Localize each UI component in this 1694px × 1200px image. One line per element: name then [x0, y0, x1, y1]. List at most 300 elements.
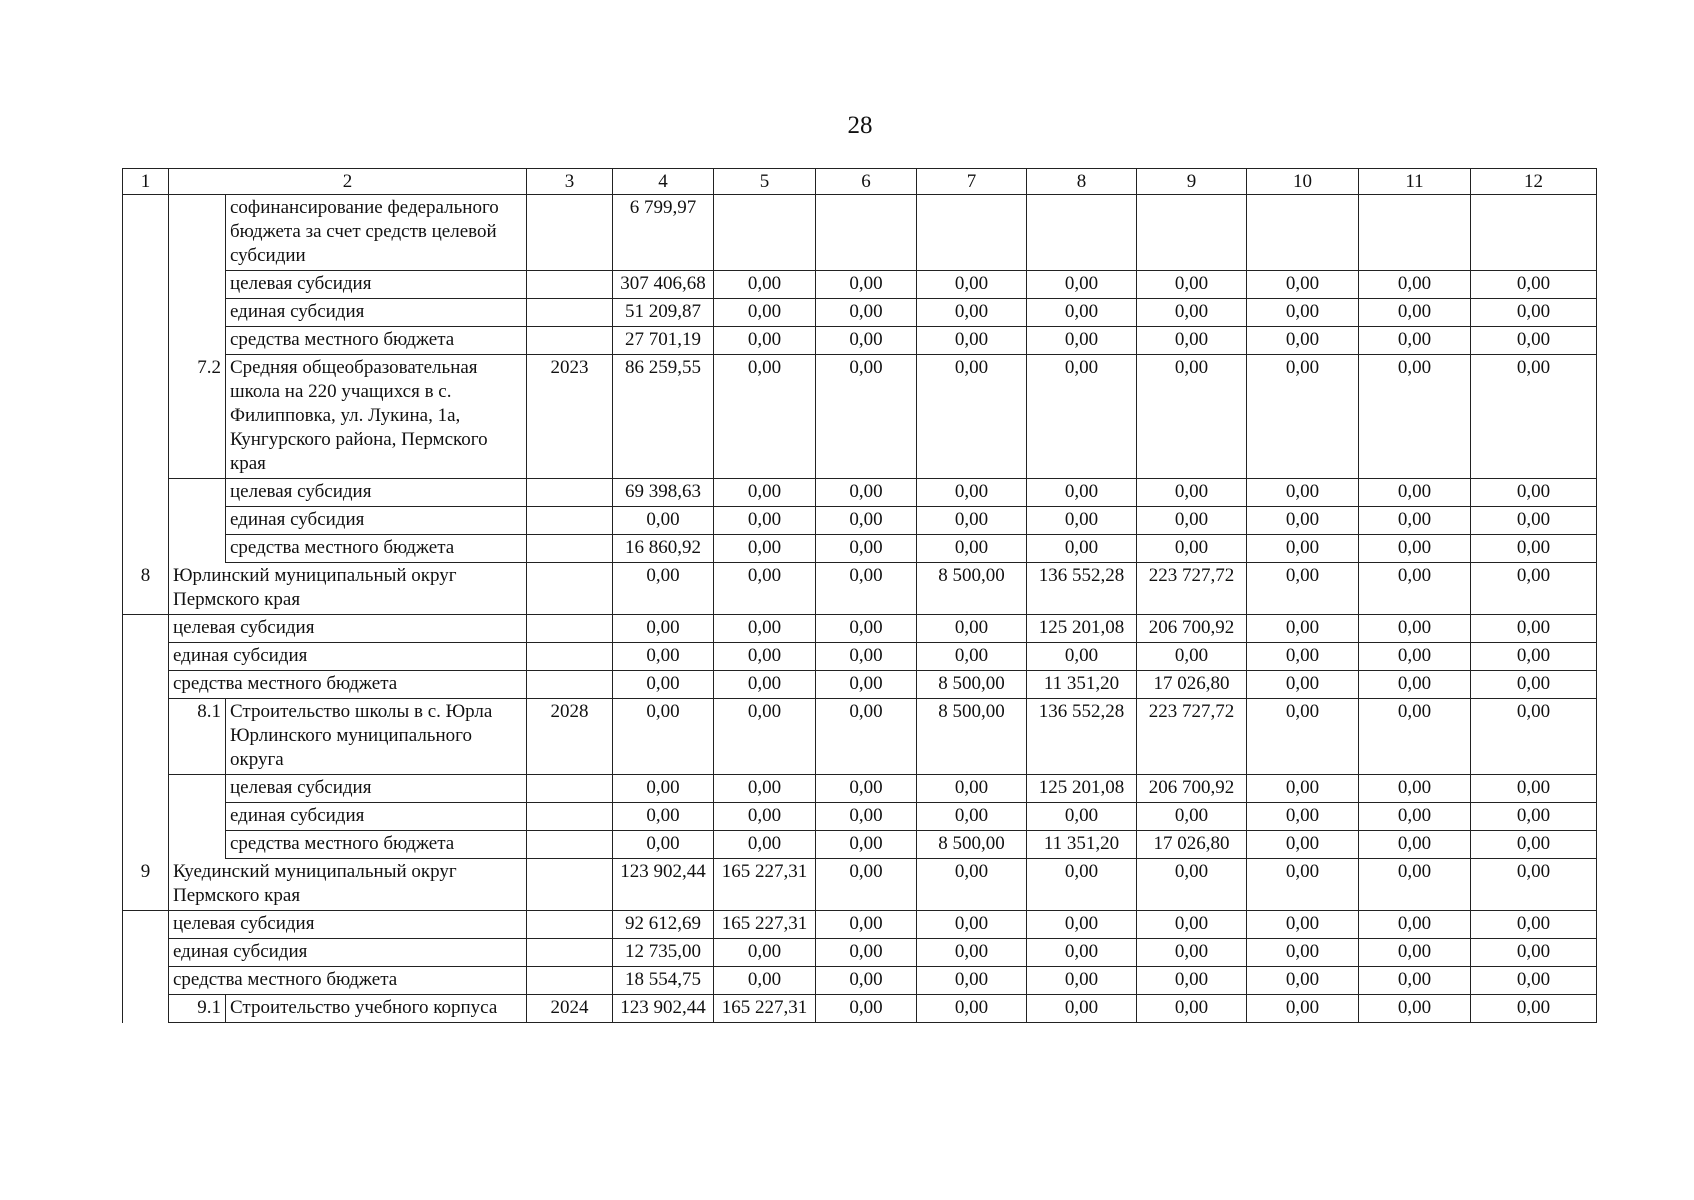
row-label: целевая субсидия	[226, 775, 527, 803]
year-cell	[527, 327, 613, 355]
value-cell-col-10: 0,00	[1247, 535, 1359, 563]
value-cell-col-9: 223 727,72	[1137, 563, 1247, 615]
value-cell-col-11: 0,00	[1359, 775, 1471, 803]
value-cell-col-9: 0,00	[1137, 327, 1247, 355]
value-cell-col-6: 0,00	[816, 615, 917, 643]
value-cell-col-6: 0,00	[816, 995, 917, 1023]
value-cell-col-6: 0,00	[816, 967, 917, 995]
value-cell-col-9: 0,00	[1137, 939, 1247, 967]
value-cell-col-12: 0,00	[1471, 911, 1597, 939]
value-cell-col-5: 0,00	[714, 775, 816, 803]
row-label: единая субсидия	[226, 803, 527, 831]
value-cell-col-9: 0,00	[1137, 271, 1247, 299]
value-cell-col-7: 0,00	[917, 911, 1027, 939]
table-row	[123, 615, 1597, 643]
value-cell-col-6: 0,00	[816, 355, 917, 479]
table-row	[123, 911, 1597, 939]
value-cell-col-7: 0,00	[917, 775, 1027, 803]
value-cell-col-5	[714, 195, 816, 271]
value-cell-col-10: 0,00	[1247, 775, 1359, 803]
value-cell-col-4: 69 398,63	[613, 479, 714, 507]
row-number-cell	[123, 643, 169, 671]
row-label: Строительство школы в с. Юрла Юрлинского муниципального округа	[226, 699, 527, 775]
value-cell-col-12: 0,00	[1471, 535, 1597, 563]
row-label: средства местного бюджета	[226, 831, 527, 859]
year-cell	[527, 479, 613, 507]
value-cell-col-10: 0,00	[1247, 995, 1359, 1023]
value-cell-col-4: 123 902,44	[613, 859, 714, 911]
value-cell-col-12: 0,00	[1471, 995, 1597, 1023]
page-number: 28	[847, 112, 873, 139]
value-cell-col-9: 0,00	[1137, 299, 1247, 327]
table-row	[123, 535, 1597, 563]
sub-number-cell: 9.1	[169, 995, 226, 1023]
value-cell-col-9: 0,00	[1137, 479, 1247, 507]
value-cell-col-7: 0,00	[917, 271, 1027, 299]
row-number-cell	[123, 271, 169, 299]
year-cell	[527, 911, 613, 939]
value-cell-col-5: 0,00	[714, 967, 816, 995]
value-cell-col-4: 0,00	[613, 671, 714, 699]
value-cell-col-4: 0,00	[613, 507, 714, 535]
value-cell-col-11: 0,00	[1359, 939, 1471, 967]
row-number-cell	[123, 699, 169, 775]
sub-number-cell	[169, 479, 226, 507]
table-row	[123, 859, 1597, 911]
year-cell	[527, 643, 613, 671]
value-cell-col-7: 0,00	[917, 803, 1027, 831]
value-cell-col-4: 16 860,92	[613, 535, 714, 563]
value-cell-col-9: 0,00	[1137, 355, 1247, 479]
value-cell-col-9: 0,00	[1137, 859, 1247, 911]
value-cell-col-7: 8 500,00	[917, 699, 1027, 775]
value-cell-col-7: 0,00	[917, 939, 1027, 967]
value-cell-col-9: 223 727,72	[1137, 699, 1247, 775]
row-label: единая субсидия	[169, 643, 527, 671]
value-cell-col-7: 0,00	[917, 859, 1027, 911]
value-cell-col-8	[1027, 195, 1137, 271]
value-cell-col-10: 0,00	[1247, 563, 1359, 615]
value-cell-col-7: 8 500,00	[917, 563, 1027, 615]
value-cell-col-8: 136 552,28	[1027, 699, 1137, 775]
value-cell-col-7	[917, 195, 1027, 271]
value-cell-col-11: 0,00	[1359, 479, 1471, 507]
value-cell-col-5: 165 227,31	[714, 911, 816, 939]
value-cell-col-9: 0,00	[1137, 911, 1247, 939]
column-header-10: 10	[1247, 169, 1359, 195]
value-cell-col-8: 0,00	[1027, 355, 1137, 479]
value-cell-col-7: 0,00	[917, 355, 1027, 479]
value-cell-col-11: 0,00	[1359, 995, 1471, 1023]
value-cell-col-5: 0,00	[714, 803, 816, 831]
value-cell-col-8: 125 201,08	[1027, 775, 1137, 803]
table-row	[123, 967, 1597, 995]
value-cell-col-4: 86 259,55	[613, 355, 714, 479]
row-number-cell	[123, 299, 169, 327]
value-cell-col-12: 0,00	[1471, 939, 1597, 967]
value-cell-col-12: 0,00	[1471, 327, 1597, 355]
year-cell	[527, 195, 613, 271]
table-row	[123, 563, 1597, 615]
column-header-9: 9	[1137, 169, 1247, 195]
value-cell-col-6: 0,00	[816, 643, 917, 671]
year-cell	[527, 803, 613, 831]
row-label: целевая субсидия	[226, 271, 527, 299]
value-cell-col-12	[1471, 195, 1597, 271]
column-header-2: 2	[169, 169, 527, 195]
value-cell-col-11: 0,00	[1359, 535, 1471, 563]
row-label: Куединский муниципальный округ Пермского края	[169, 859, 527, 911]
value-cell-col-9: 17 026,80	[1137, 671, 1247, 699]
value-cell-col-7: 0,00	[917, 643, 1027, 671]
year-cell	[527, 535, 613, 563]
sub-number-cell: 7.2	[169, 355, 226, 479]
row-number-cell	[123, 967, 169, 995]
row-label: Строительство учебного корпуса	[226, 995, 527, 1023]
value-cell-col-4: 6 799,97	[613, 195, 714, 271]
row-number-cell	[123, 671, 169, 699]
value-cell-col-6: 0,00	[816, 535, 917, 563]
value-cell-col-12: 0,00	[1471, 355, 1597, 479]
value-cell-col-10: 0,00	[1247, 271, 1359, 299]
value-cell-col-6: 0,00	[816, 775, 917, 803]
value-cell-col-4: 0,00	[613, 563, 714, 615]
table-row	[123, 327, 1597, 355]
value-cell-col-12: 0,00	[1471, 507, 1597, 535]
row-label: единая субсидия	[169, 939, 527, 967]
value-cell-col-12: 0,00	[1471, 775, 1597, 803]
row-number-cell	[123, 507, 169, 535]
column-header-4: 4	[613, 169, 714, 195]
value-cell-col-4: 0,00	[613, 831, 714, 859]
column-header-8: 8	[1027, 169, 1137, 195]
value-cell-col-5: 0,00	[714, 671, 816, 699]
value-cell-col-12: 0,00	[1471, 831, 1597, 859]
row-number-cell	[123, 995, 169, 1023]
value-cell-col-9	[1137, 195, 1247, 271]
header-row	[123, 169, 1597, 195]
value-cell-col-5: 0,00	[714, 535, 816, 563]
value-cell-col-6: 0,00	[816, 911, 917, 939]
row-number-cell	[123, 803, 169, 831]
sub-number-cell: 8.1	[169, 699, 226, 775]
value-cell-col-6: 0,00	[816, 299, 917, 327]
table-row	[123, 195, 1597, 271]
value-cell-col-7: 0,00	[917, 479, 1027, 507]
value-cell-col-10: 0,00	[1247, 803, 1359, 831]
value-cell-col-6: 0,00	[816, 831, 917, 859]
value-cell-col-9: 0,00	[1137, 643, 1247, 671]
value-cell-col-8: 0,00	[1027, 967, 1137, 995]
value-cell-col-11: 0,00	[1359, 563, 1471, 615]
value-cell-col-12: 0,00	[1471, 643, 1597, 671]
table-row	[123, 355, 1597, 479]
value-cell-col-6: 0,00	[816, 699, 917, 775]
value-cell-col-5: 165 227,31	[714, 995, 816, 1023]
value-cell-col-4: 123 902,44	[613, 995, 714, 1023]
row-label: средства местного бюджета	[169, 967, 527, 995]
value-cell-col-12: 0,00	[1471, 967, 1597, 995]
value-cell-col-10: 0,00	[1247, 911, 1359, 939]
row-label: целевая субсидия	[226, 479, 527, 507]
value-cell-col-12: 0,00	[1471, 671, 1597, 699]
value-cell-col-6: 0,00	[816, 507, 917, 535]
table-row	[123, 939, 1597, 967]
value-cell-col-7: 0,00	[917, 507, 1027, 535]
value-cell-col-5: 0,00	[714, 507, 816, 535]
value-cell-col-5: 0,00	[714, 699, 816, 775]
value-cell-col-12: 0,00	[1471, 615, 1597, 643]
table-body	[123, 169, 1597, 1023]
value-cell-col-10: 0,00	[1247, 615, 1359, 643]
value-cell-col-10: 0,00	[1247, 327, 1359, 355]
row-number-cell	[123, 535, 169, 563]
value-cell-col-4: 0,00	[613, 803, 714, 831]
value-cell-col-8: 0,00	[1027, 995, 1137, 1023]
value-cell-col-7: 8 500,00	[917, 831, 1027, 859]
year-cell	[527, 967, 613, 995]
row-label: единая субсидия	[226, 507, 527, 535]
value-cell-col-10: 0,00	[1247, 355, 1359, 479]
year-cell	[527, 507, 613, 535]
value-cell-col-8: 0,00	[1027, 299, 1137, 327]
row-number-cell: 8	[123, 563, 169, 615]
table-row	[123, 831, 1597, 859]
value-cell-col-8: 0,00	[1027, 859, 1137, 911]
value-cell-col-4: 92 612,69	[613, 911, 714, 939]
row-label: Средняя общеобразовательная школа на 220 учащихся в с. Филипповка, ул. Лукина, 1а, Кунгурского района, Пермского края	[226, 355, 527, 479]
value-cell-col-4: 27 701,19	[613, 327, 714, 355]
row-number-cell	[123, 615, 169, 643]
row-label: софинансирование федерального бюджета за счет средств целевой субсидии	[226, 195, 527, 271]
column-header-11: 11	[1359, 169, 1471, 195]
value-cell-col-5: 0,00	[714, 939, 816, 967]
value-cell-col-11: 0,00	[1359, 967, 1471, 995]
value-cell-col-8: 125 201,08	[1027, 615, 1137, 643]
year-cell	[527, 615, 613, 643]
row-label: целевая субсидия	[169, 615, 527, 643]
value-cell-col-6: 0,00	[816, 803, 917, 831]
sub-number-cell	[169, 507, 226, 535]
budget-table	[122, 168, 1597, 1023]
row-number-cell	[123, 831, 169, 859]
value-cell-col-9: 0,00	[1137, 967, 1247, 995]
value-cell-col-4: 0,00	[613, 775, 714, 803]
value-cell-col-9: 0,00	[1137, 507, 1247, 535]
sub-number-cell	[169, 299, 226, 327]
value-cell-col-7: 0,00	[917, 615, 1027, 643]
value-cell-col-12: 0,00	[1471, 699, 1597, 775]
value-cell-col-6: 0,00	[816, 939, 917, 967]
row-number-cell	[123, 775, 169, 803]
row-label: целевая субсидия	[169, 911, 527, 939]
value-cell-col-10: 0,00	[1247, 939, 1359, 967]
value-cell-col-11: 0,00	[1359, 327, 1471, 355]
value-cell-col-5: 0,00	[714, 299, 816, 327]
value-cell-col-12: 0,00	[1471, 299, 1597, 327]
value-cell-col-7: 8 500,00	[917, 671, 1027, 699]
sub-number-cell	[169, 271, 226, 299]
table-row	[123, 699, 1597, 775]
year-cell	[527, 671, 613, 699]
year-cell	[527, 859, 613, 911]
value-cell-col-9: 0,00	[1137, 995, 1247, 1023]
row-number-cell	[123, 195, 169, 271]
value-cell-col-7: 0,00	[917, 995, 1027, 1023]
column-header-3: 3	[527, 169, 613, 195]
value-cell-col-6: 0,00	[816, 671, 917, 699]
value-cell-col-12: 0,00	[1471, 563, 1597, 615]
value-cell-col-5: 0,00	[714, 327, 816, 355]
row-number-cell	[123, 911, 169, 939]
value-cell-col-4: 51 209,87	[613, 299, 714, 327]
year-cell	[527, 299, 613, 327]
value-cell-col-5: 165 227,31	[714, 859, 816, 911]
value-cell-col-11: 0,00	[1359, 671, 1471, 699]
value-cell-col-11: 0,00	[1359, 803, 1471, 831]
value-cell-col-12: 0,00	[1471, 271, 1597, 299]
value-cell-col-6: 0,00	[816, 479, 917, 507]
column-header-1: 1	[123, 169, 169, 195]
value-cell-col-6: 0,00	[816, 327, 917, 355]
row-label: Юрлинский муниципальный округ Пермского края	[169, 563, 527, 615]
sub-number-cell	[169, 327, 226, 355]
value-cell-col-10: 0,00	[1247, 299, 1359, 327]
value-cell-col-12: 0,00	[1471, 803, 1597, 831]
column-header-5: 5	[714, 169, 816, 195]
value-cell-col-11	[1359, 195, 1471, 271]
value-cell-col-4: 0,00	[613, 699, 714, 775]
value-cell-col-5: 0,00	[714, 831, 816, 859]
year-cell	[527, 939, 613, 967]
value-cell-col-8: 0,00	[1027, 939, 1137, 967]
value-cell-col-6: 0,00	[816, 563, 917, 615]
value-cell-col-8: 0,00	[1027, 507, 1137, 535]
year-cell	[527, 271, 613, 299]
row-number-cell	[123, 355, 169, 479]
value-cell-col-5: 0,00	[714, 479, 816, 507]
table-row	[123, 507, 1597, 535]
value-cell-col-10: 0,00	[1247, 831, 1359, 859]
value-cell-col-5: 0,00	[714, 355, 816, 479]
value-cell-col-9: 17 026,80	[1137, 831, 1247, 859]
value-cell-col-11: 0,00	[1359, 271, 1471, 299]
value-cell-col-4: 0,00	[613, 615, 714, 643]
table-row	[123, 995, 1597, 1023]
value-cell-col-7: 0,00	[917, 299, 1027, 327]
table-row	[123, 479, 1597, 507]
value-cell-col-4: 18 554,75	[613, 967, 714, 995]
value-cell-col-7: 0,00	[917, 327, 1027, 355]
row-number-cell	[123, 939, 169, 967]
value-cell-col-8: 0,00	[1027, 327, 1137, 355]
value-cell-col-8: 0,00	[1027, 803, 1137, 831]
table-row	[123, 643, 1597, 671]
column-header-7: 7	[917, 169, 1027, 195]
year-cell: 2024	[527, 995, 613, 1023]
value-cell-col-10: 0,00	[1247, 967, 1359, 995]
value-cell-col-11: 0,00	[1359, 699, 1471, 775]
value-cell-col-10: 0,00	[1247, 859, 1359, 911]
year-cell	[527, 775, 613, 803]
column-header-12: 12	[1471, 169, 1597, 195]
value-cell-col-7: 0,00	[917, 535, 1027, 563]
value-cell-col-5: 0,00	[714, 643, 816, 671]
sub-number-cell	[169, 775, 226, 803]
value-cell-col-11: 0,00	[1359, 911, 1471, 939]
row-number-cell	[123, 479, 169, 507]
row-number-cell	[123, 327, 169, 355]
value-cell-col-11: 0,00	[1359, 615, 1471, 643]
year-cell: 2028	[527, 699, 613, 775]
year-cell	[527, 563, 613, 615]
row-label: единая субсидия	[226, 299, 527, 327]
value-cell-col-9: 0,00	[1137, 803, 1247, 831]
row-label: средства местного бюджета	[226, 535, 527, 563]
table-row	[123, 271, 1597, 299]
value-cell-col-11: 0,00	[1359, 507, 1471, 535]
value-cell-col-10: 0,00	[1247, 643, 1359, 671]
table-row	[123, 803, 1597, 831]
sub-number-cell	[169, 195, 226, 271]
value-cell-col-11: 0,00	[1359, 643, 1471, 671]
table-row	[123, 299, 1597, 327]
sub-number-cell	[169, 831, 226, 859]
value-cell-col-10: 0,00	[1247, 479, 1359, 507]
value-cell-col-11: 0,00	[1359, 299, 1471, 327]
value-cell-col-7: 0,00	[917, 967, 1027, 995]
value-cell-col-9: 206 700,92	[1137, 775, 1247, 803]
value-cell-col-8: 0,00	[1027, 271, 1137, 299]
value-cell-col-6: 0,00	[816, 271, 917, 299]
value-cell-col-6: 0,00	[816, 859, 917, 911]
value-cell-col-5: 0,00	[714, 271, 816, 299]
value-cell-col-12: 0,00	[1471, 859, 1597, 911]
sub-number-cell	[169, 535, 226, 563]
value-cell-col-6	[816, 195, 917, 271]
value-cell-col-4: 0,00	[613, 643, 714, 671]
value-cell-col-8: 0,00	[1027, 911, 1137, 939]
value-cell-col-4: 12 735,00	[613, 939, 714, 967]
value-cell-col-11: 0,00	[1359, 859, 1471, 911]
value-cell-col-12: 0,00	[1471, 479, 1597, 507]
year-cell: 2023	[527, 355, 613, 479]
value-cell-col-9: 206 700,92	[1137, 615, 1247, 643]
value-cell-col-8: 11 351,20	[1027, 831, 1137, 859]
value-cell-col-10: 0,00	[1247, 699, 1359, 775]
year-cell	[527, 831, 613, 859]
sub-number-cell	[169, 803, 226, 831]
value-cell-col-8: 0,00	[1027, 535, 1137, 563]
value-cell-col-5: 0,00	[714, 563, 816, 615]
value-cell-col-11: 0,00	[1359, 355, 1471, 479]
table-row	[123, 671, 1597, 699]
value-cell-col-11: 0,00	[1359, 831, 1471, 859]
value-cell-col-8: 0,00	[1027, 479, 1137, 507]
value-cell-col-4: 307 406,68	[613, 271, 714, 299]
value-cell-col-10: 0,00	[1247, 671, 1359, 699]
value-cell-col-8: 0,00	[1027, 643, 1137, 671]
row-label: средства местного бюджета	[226, 327, 527, 355]
value-cell-col-10: 0,00	[1247, 507, 1359, 535]
table-row	[123, 775, 1597, 803]
value-cell-col-9: 0,00	[1137, 535, 1247, 563]
value-cell-col-5: 0,00	[714, 615, 816, 643]
row-number-cell: 9	[123, 859, 169, 911]
row-label: средства местного бюджета	[169, 671, 527, 699]
column-header-6: 6	[816, 169, 917, 195]
value-cell-col-8: 11 351,20	[1027, 671, 1137, 699]
